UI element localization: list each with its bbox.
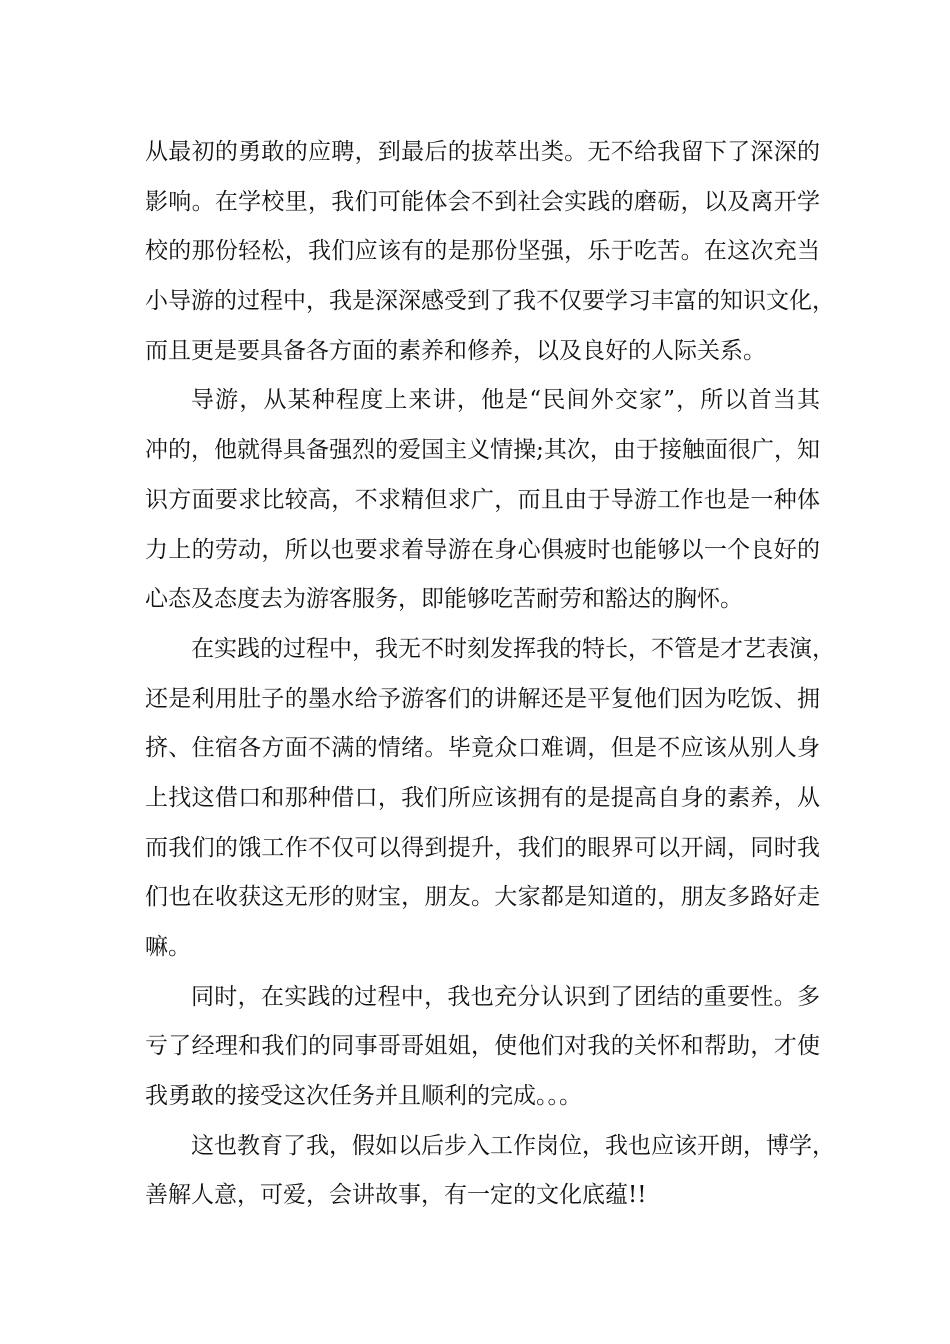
paragraph-1-line-2: 影响。在学校里，我们可能体会不到社会实践的磨砺，以及离开学 bbox=[145, 188, 820, 215]
paragraph-3-line-1: 在实践的过程中，我无不时刻发挥我的特长，不管是才艺表演， bbox=[191, 635, 835, 662]
paragraph-2-line-4: 力上的劳动，所以也要求着导游在身心俱疲时也能够以一个良好的 bbox=[145, 536, 820, 563]
paragraph-4-line-2: 亏了经理和我们的同事哥哥姐姐，使他们对我的关怀和帮助，才使 bbox=[145, 1033, 820, 1060]
paragraph-3-line-2: 还是利用肚子的墨水给予游客们的讲解还是平复他们因为吃饭、拥 bbox=[145, 685, 820, 712]
paragraph-1-line-4: 小导游的过程中，我是深深感受到了我不仅要学习丰富的知识文化， bbox=[145, 288, 835, 315]
paragraph-1-line-3: 校的那份轻松，我们应该有的是那份坚强，乐于吃苦。在这次充当 bbox=[145, 238, 820, 265]
paragraph-1-line-5: 而且更是要具备各方面的素养和修养，以及良好的人际关系。 bbox=[145, 337, 766, 364]
paragraph-5-line-2: 善解人意，可爱，会讲故事，有一定的文化底蕴!! bbox=[145, 1182, 647, 1209]
paragraph-5-line-1: 这也教育了我，假如以后步入工作岗位，我也应该开朗，博学， bbox=[191, 1132, 835, 1159]
document-body bbox=[145, 128, 835, 1221]
paragraph-4-line-3: 我勇敢的接受这次任务并且顺利的完成。。。 bbox=[145, 1083, 582, 1110]
paragraph-3-line-5: 而我们的饿工作不仅可以得到提升，我们的眼界可以开阔，同时我 bbox=[145, 834, 820, 861]
paragraph-3-line-6: 们也在收获这无形的财宝，朋友。大家都是知道的，朋友多路好走 bbox=[145, 884, 820, 911]
paragraph-2-line-1: 导游，从某种程度上来讲，他是“民间外交家”，所以首当其 bbox=[191, 387, 820, 414]
paragraph-1-line-1: 从最初的勇敢的应聘，到最后的拔萃出类。无不给我留下了深深的 bbox=[145, 139, 820, 165]
paragraph-2-line-2: 冲的，他就得具备强烈的爱国主义情操;其次，由于接触面很广，知 bbox=[145, 437, 820, 464]
paragraph-2-line-5: 心态及态度去为游客服务，即能够吃苦耐劳和豁达的胸怀。 bbox=[145, 586, 743, 613]
paragraph-2-line-3: 识方面要求比较高，不求精但求广，而且由于导游工作也是一种体 bbox=[145, 486, 820, 513]
paragraph-3-line-4: 上找这借口和那种借口，我们所应该拥有的是提高自身的素养，从 bbox=[145, 784, 820, 811]
paragraph-4-line-1: 同时，在实践的过程中，我也充分认识到了团结的重要性。多 bbox=[191, 983, 820, 1010]
paragraph-3-line-3: 挤、住宿各方面不满的情绪。毕竟众口难调，但是不应该从别人身 bbox=[145, 735, 820, 762]
paragraph-3-line-7: 嘛。 bbox=[145, 934, 191, 960]
